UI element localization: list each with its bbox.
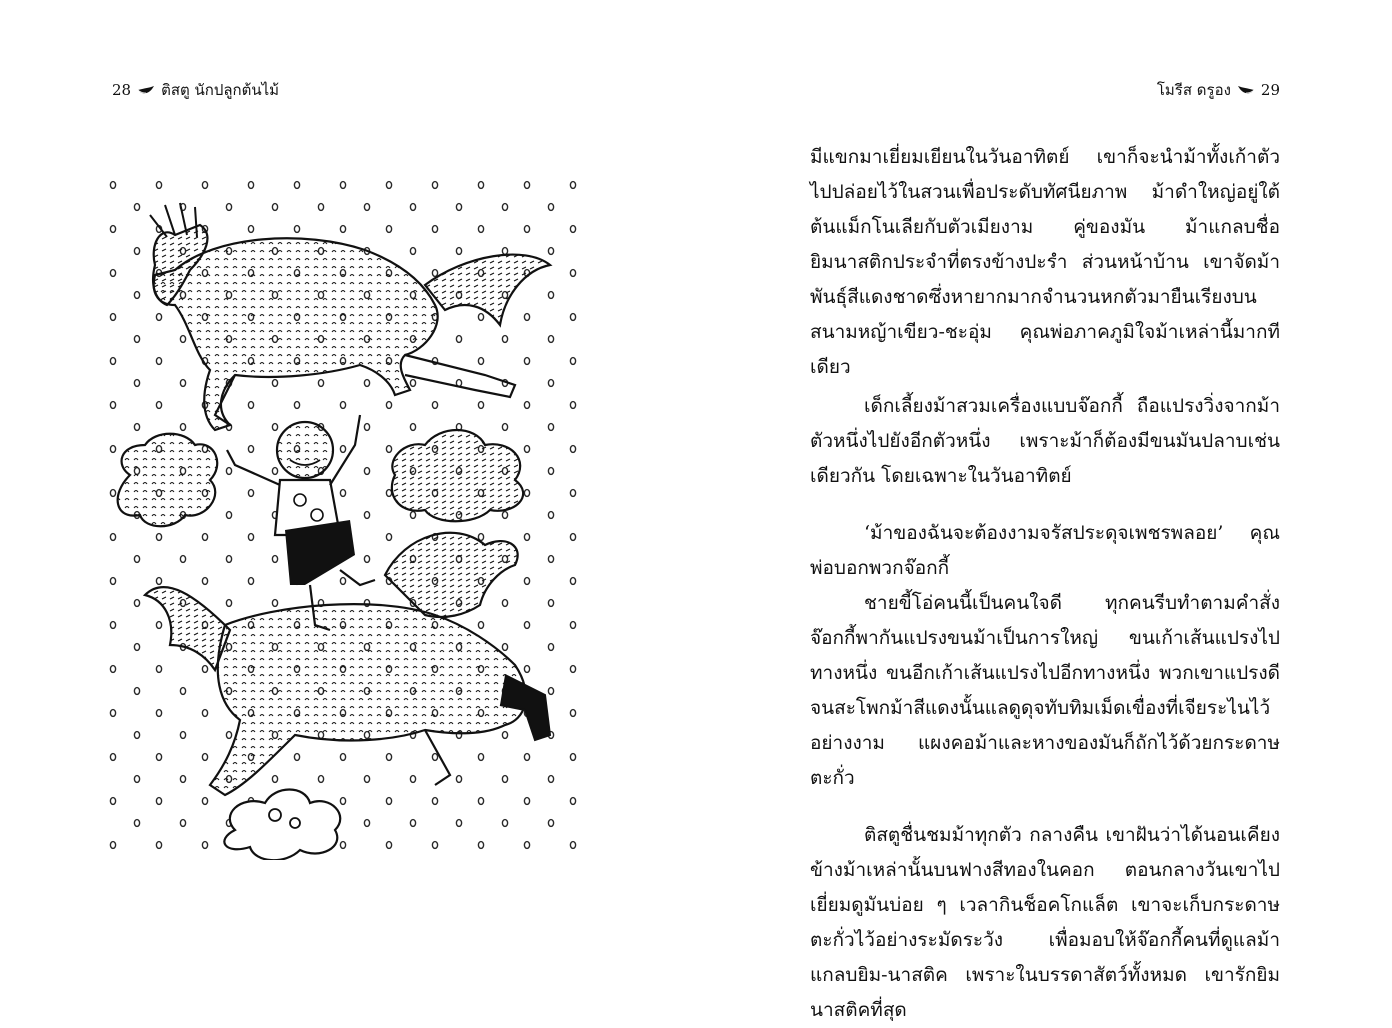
paragraph-4: ชายขี้โอ่คนนี้เป็นคนใจดี ทุกคนรีบทำตามคำสั่ง จ๊อกกี้พากันแปรงขนม้าเป็นการใหญ่ ขนเก้าเส้นแปรงไปทางหนึ่ง ขนอีกเก้าเส้นแปรงไปอีกทางหนึ่ง พวกเขาแปรงดีจนสะโพกม้าสีแดงนั้นแลดูดุจทับทิมเม็ดเขื่องที่เจียระไนไว้อย่างงาม แผงคอม้าและหางของมันก็ถักไว้ด้วยกระดาษตะกั่ว [810,592,1280,789]
illustration [105,175,580,860]
body-text [810,140,1280,1028]
right-page-title: โมรีส ดรูอง [1156,81,1231,99]
left-page-number: 28 [112,81,132,99]
paragraph-1: มีแขกมาเยี่ยมเยียนในวันอาทิตย์ เขาก็จะนำม้าทั้งเก้าตัวไปปล่อยไว้ในสวนเพื่อประดับทัศนียภาพ ม้าดำใหญ่อยู่ใต้ต้นแม็กโนเลียกับตัวเมียงาม คู่ของมัน ม้าแกลบชื่อยิมนาสติกประจำที่ตรงข้างปะรำ ส่วนหน้าบ้าน เขาจัดม้าพันธุ์สีแดงชาดซึ่งหายากมากจำนวนหกตัวมายืนเรียงบนสนามหญ้าเขียว-ชะอุ่ม คุณพ่อภาคภูมิใจม้าเหล่านี้มากทีเดียว [810,146,1280,378]
paragraph-3: ‘ม้าของฉันจะต้องงามจรัสประดุจเพชรพลอย’ คุณพ่อบอกพวกจ๊อกกี้ [810,522,1280,579]
right-page [696,0,1392,1021]
paragraph-2: เด็กเลี้ยงม้าสวมเครื่องแบบจ๊อกกี้ ถือแปรงวิ่งจากม้าตัวหนึ่งไปยังอีกตัวหนึ่ง เพราะม้าก็ต้องมีขนมันปลาบเช่นเดียวกัน โดยเฉพาะในวันอาทิตย์ [810,395,1280,487]
left-page [0,0,696,988]
left-page-title: ติสตู นักปลูกต้นไม้ [161,81,280,99]
right-page-number: 29 [1260,81,1280,99]
leaf-icon [137,83,155,97]
left-page-header [112,78,279,102]
leaf-icon [1237,83,1255,97]
paragraph-5: ติสตูชื่นชมม้าทุกตัว กลางคืน เขาฝันว่าได้นอนเคียงข้างม้าเหล่านั้นบนฟางสีทองในคอก ตอนกลางวันเขาไปเยี่ยมดูมันบ่อย ๆ เวลากินช็อคโกแล็ต เขาจะเก็บกระดาษตะกั่วไว้อย่างระมัดระวัง เพื่อมอบให้จ๊อกกี้คนที่ดูแลม้าแกลบยิม-นาสติค เพราะในบรรดาสัตว์ทั้งหมด เขารักยิมนาสติคที่สุด [810,824,1280,1021]
right-page-header [1157,78,1280,102]
